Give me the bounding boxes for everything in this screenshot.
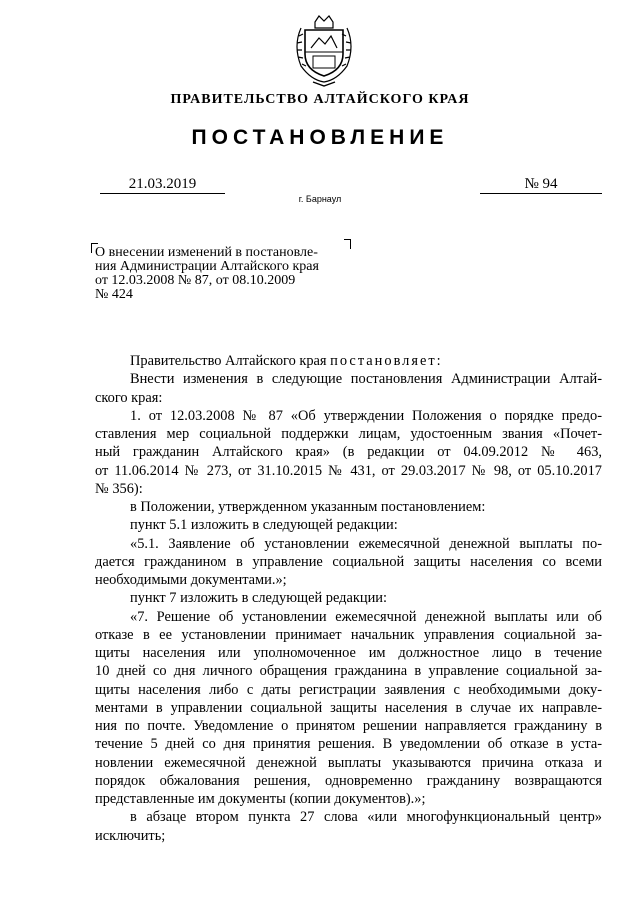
body-line: представленные им документы (копии документов).»;: [95, 791, 426, 807]
government-name: ПРАВИТЕЛЬСТВО АЛТАЙСКОГО КРАЯ: [170, 92, 470, 107]
body-line: ставления мер социальной поддержки лицам, удостоенным звания «Почет-: [95, 426, 602, 442]
city-name: г. Барнаул: [298, 194, 342, 204]
title-line: О внесении изменений в постановле-: [95, 245, 318, 260]
body-line: щиты населения либо с даты регистрации заявления с необходимыми доку-: [95, 681, 602, 698]
body-intro: [95, 352, 602, 370]
document-body: [95, 352, 602, 845]
body-line: ный гражданин Алтайского края» (в редакции от 04.09.2012 № 463,: [95, 444, 602, 461]
body-line: 10 дней со дня личного обращения гражданина в управление социальной за-: [95, 663, 602, 680]
document-number: № 94: [480, 175, 602, 194]
body-line: пункт 7 изложить в следующей редакции:: [130, 590, 387, 607]
body-line: исключить;: [95, 827, 166, 844]
body-line: ского края:: [95, 389, 163, 406]
title-line: ния Администрации Алтайского края: [95, 259, 319, 274]
body-line: Внести изменения в следующие постановления Администрации Алтай-: [130, 371, 602, 388]
body-line: пункт 5.1 изложить в следующей редакции:: [130, 517, 398, 534]
body-line: «7. Решение об установлении ежемесячной денежной выплаты или об: [130, 608, 602, 625]
body-line: в Положении, утвержденном указанным постановлением:: [130, 499, 486, 515]
body-line: дается гражданином в управление социальной защиты населения со всеми: [95, 553, 602, 570]
body-line: 1. от 12.03.2008 № 87 «Об утверждении Положения о порядке предо-: [130, 407, 602, 424]
body-line: «5.1. Заявление об установлении ежемесячной денежной выплаты по-: [130, 535, 602, 552]
body-line: новлении ежемесячной денежной выплаты указываются причина отказа и: [95, 754, 602, 771]
body-line: в абзаце втором пункта 27 слова «или многофункциональный центр»: [130, 809, 602, 826]
title-line: № 424: [95, 287, 133, 302]
body-line: № 356):: [95, 480, 143, 497]
body-line: щиты населения или уполномоченное им должностное лицо в течение: [95, 645, 602, 661]
document-type: ПОСТАНОВЛЕНИЕ: [191, 126, 449, 149]
intro-prefix: Правительство Алтайского края: [130, 353, 327, 369]
body-line: течение 5 дней со дня принятия решения. В уведомлении об отказе в уста-: [95, 736, 602, 753]
body-line: ментами в управлении социальной защиты населения в случае их направле-: [95, 699, 602, 716]
body-line: порядок обжалования решения, одновременно гражданину возвращаются: [95, 772, 602, 789]
body-line: от 11.06.2014 № 273, от 31.10.2015 № 431, от 29.03.2017 № 98, от 05.10.2017: [95, 462, 602, 479]
title-line: от 12.03.2008 № 87, от 08.10.2009: [95, 273, 296, 288]
coat-of-arms-emblem: [289, 12, 359, 88]
document-title: [95, 246, 350, 302]
body-line: необходимыми документами.»;: [95, 572, 287, 588]
intro-verb: постановляет:: [330, 353, 443, 369]
body-line: ния по почте. Уведомление о принятом решении направляется гражданину в: [95, 718, 602, 734]
document-date: 21.03.2019: [100, 175, 225, 194]
body-line: отказе в ее установлении принимает начальник управления социальной за-: [95, 626, 602, 643]
